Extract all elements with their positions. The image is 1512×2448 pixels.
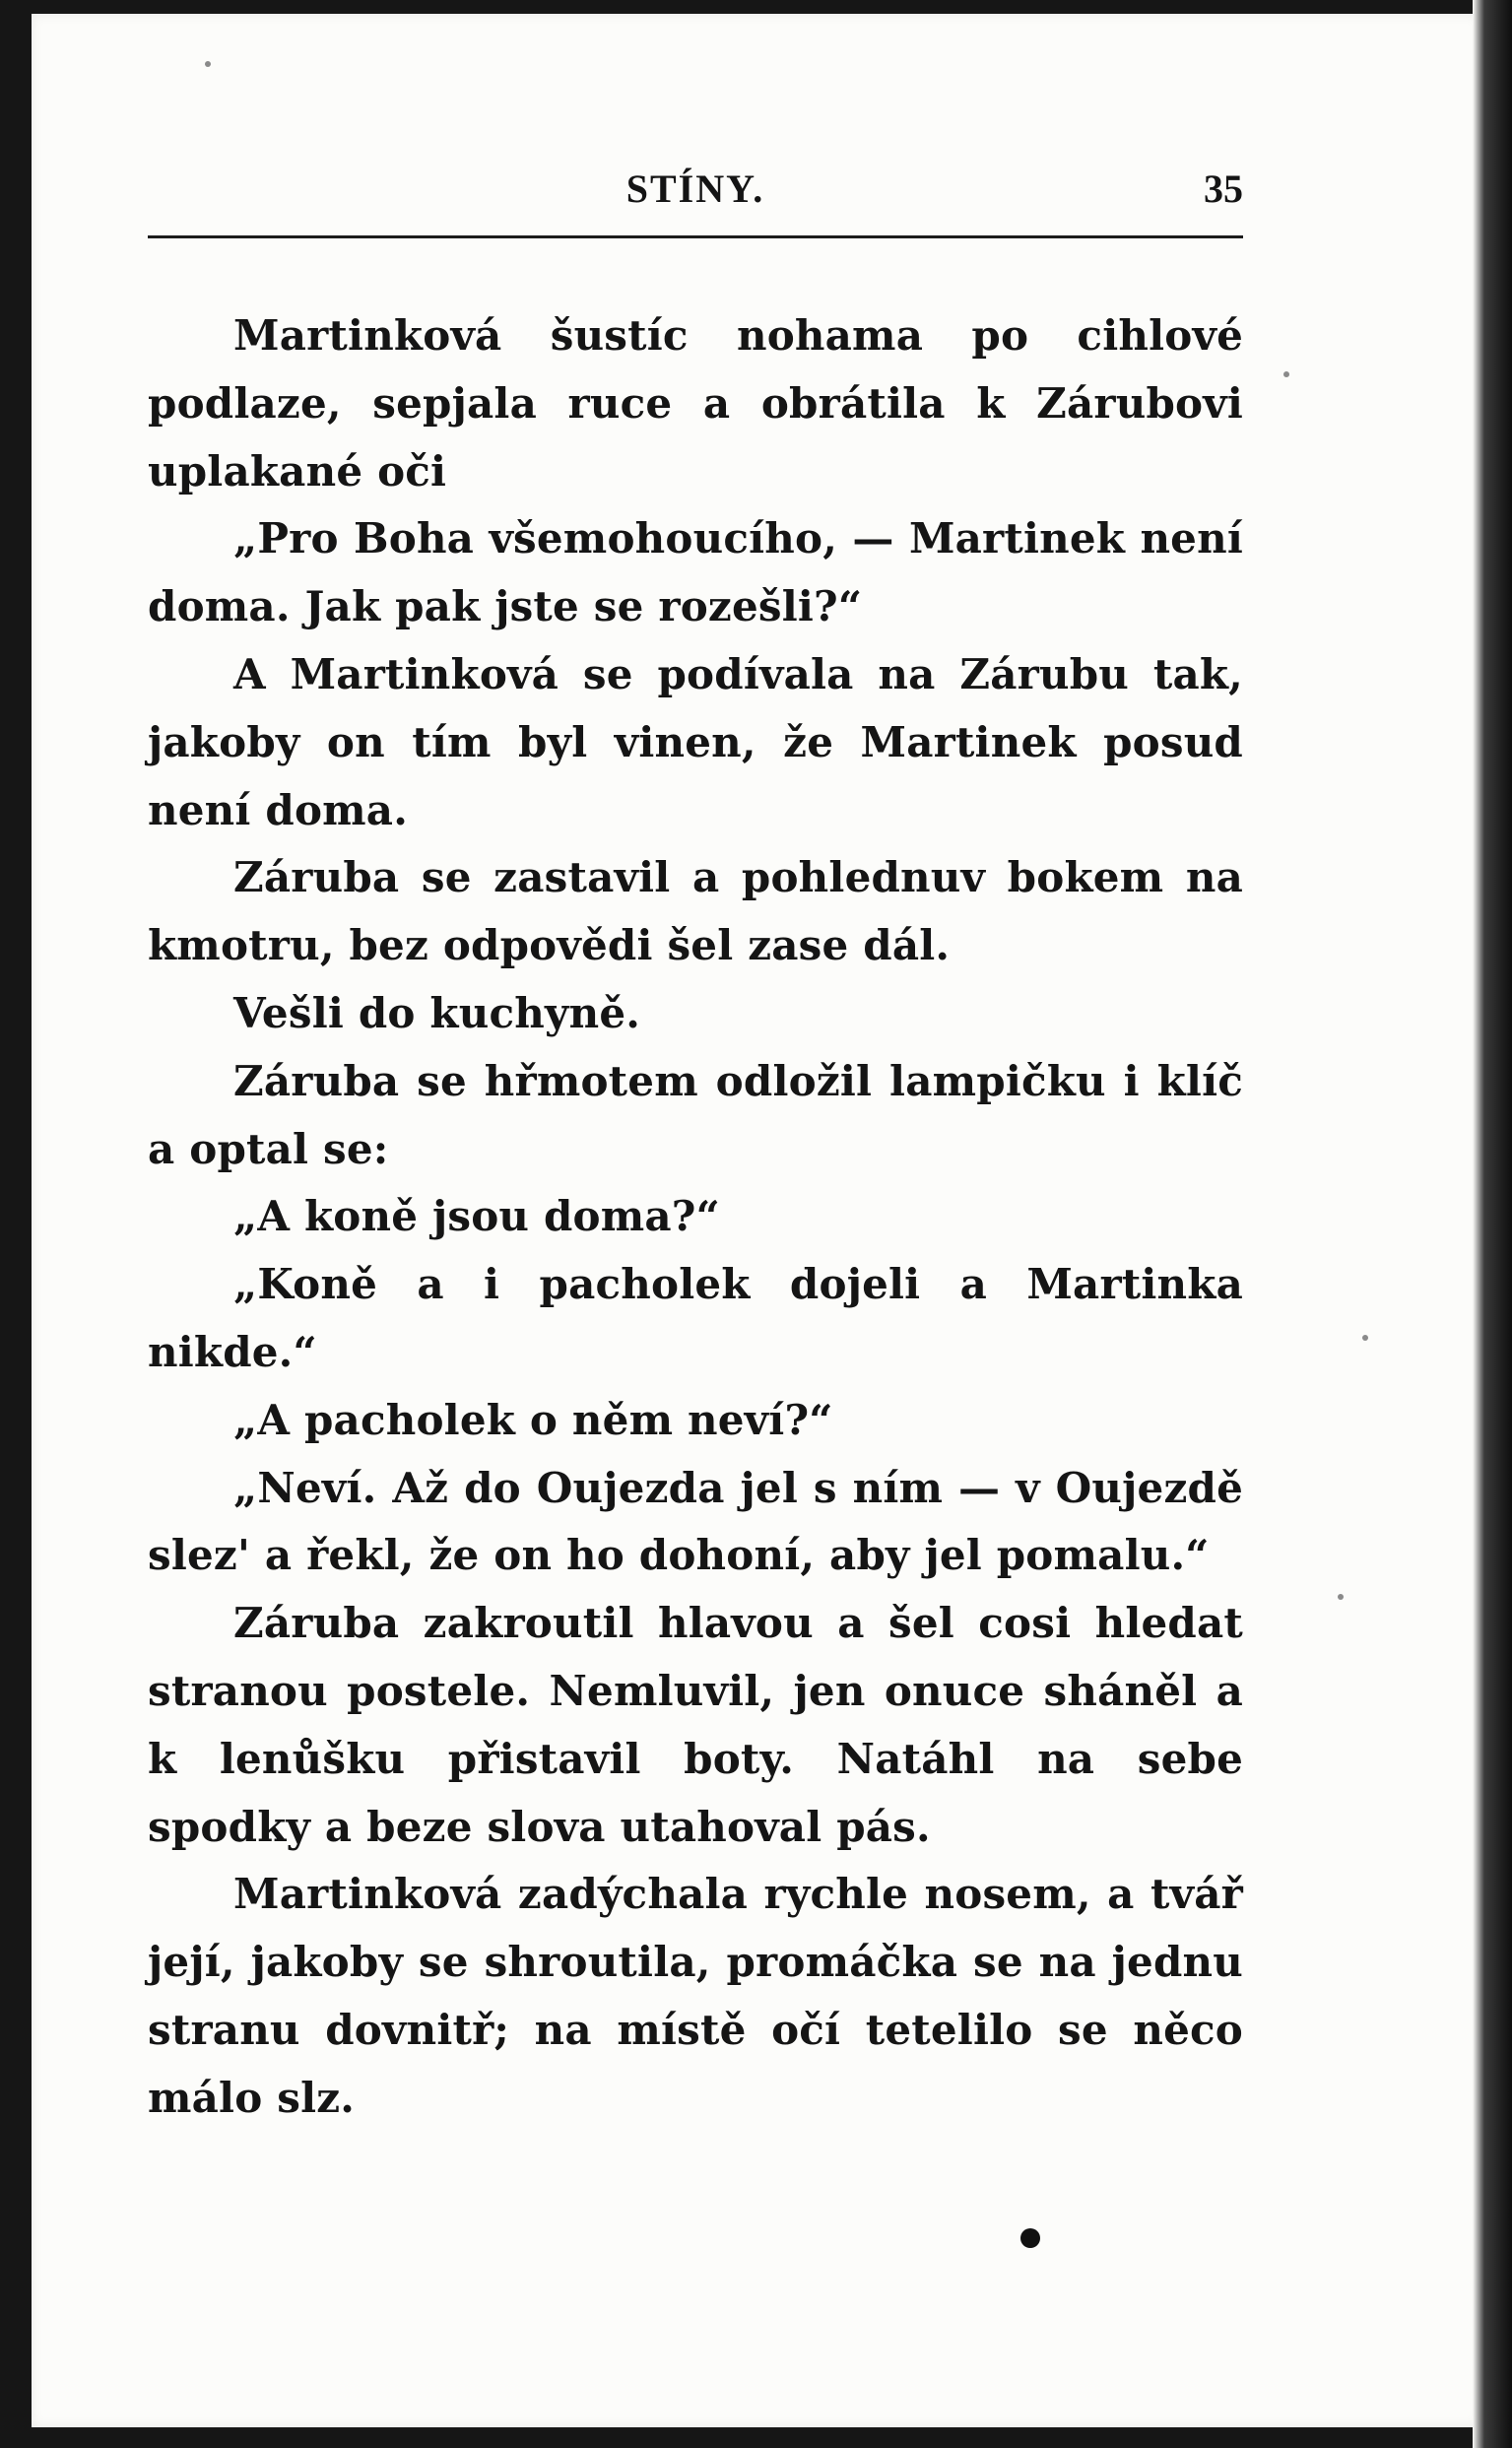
paragraph: Záruba se hřmotem odložil lampičku i klíč a optal se: (148, 1056, 1243, 1173)
paragraph: Vešli do kuchyně. (233, 988, 641, 1037)
chapter-title: STÍNY. (625, 166, 765, 211)
ink-dot (1020, 2228, 1040, 2248)
paragraph: „Neví. Až do Oujezda jel s ním — v Oujezdě slez' a řekl, že on ho dohoní, aby jel pomalu.“ (148, 1463, 1243, 1580)
paragraph: Martinková šustíc nohama po cihlové podlaze, sepjala ruce a obrátila k Zárubovi uplakané oči (148, 311, 1243, 496)
page-number: 35 (1204, 166, 1243, 211)
paragraph: A Martinková se podívala na Zárubu tak, jakoby on tím byl vinen, že Martinek posud není doma. (148, 649, 1243, 834)
running-head (148, 165, 1243, 225)
ink-speck (1362, 1335, 1368, 1341)
ink-speck (1338, 1594, 1344, 1600)
header-rule (148, 235, 1243, 238)
paragraph: Záruba zakroutil hlavou a šel cosi hledat stranou postele. Nemluvil, jen onuce sháněl a k lenůšku přistavil boty. Natáhl na sebe spodky a beze slova utahoval pás. (148, 1599, 1243, 1851)
paragraph: Záruba se zastavil a pohlednuv bokem na kmotru, bez odpovědi šel zase dál. (148, 853, 1243, 970)
body-text (148, 302, 1243, 2133)
paragraph: „A koně jsou doma?“ (233, 1192, 720, 1241)
paragraph: „Pro Boha všemohoucího, — Martinek není doma. Jak pak jste se rozešli?“ (148, 514, 1243, 631)
paragraph: „Koně a i pacholek dojeli a Martinka nikde.“ (148, 1260, 1243, 1376)
paragraph: „A pacholek o něm neví?“ (233, 1395, 833, 1444)
paragraph: Martinková zadýchala rychle nosem, a tvář její, jakoby se shroutila, promáčka se na jednu stranu dovnitř; na místě očí tetelilo se něco málo slz. (148, 1870, 1243, 2122)
page-edge-shadow (1473, 0, 1512, 2448)
ink-speck (205, 61, 211, 67)
ink-speck (1283, 371, 1289, 377)
